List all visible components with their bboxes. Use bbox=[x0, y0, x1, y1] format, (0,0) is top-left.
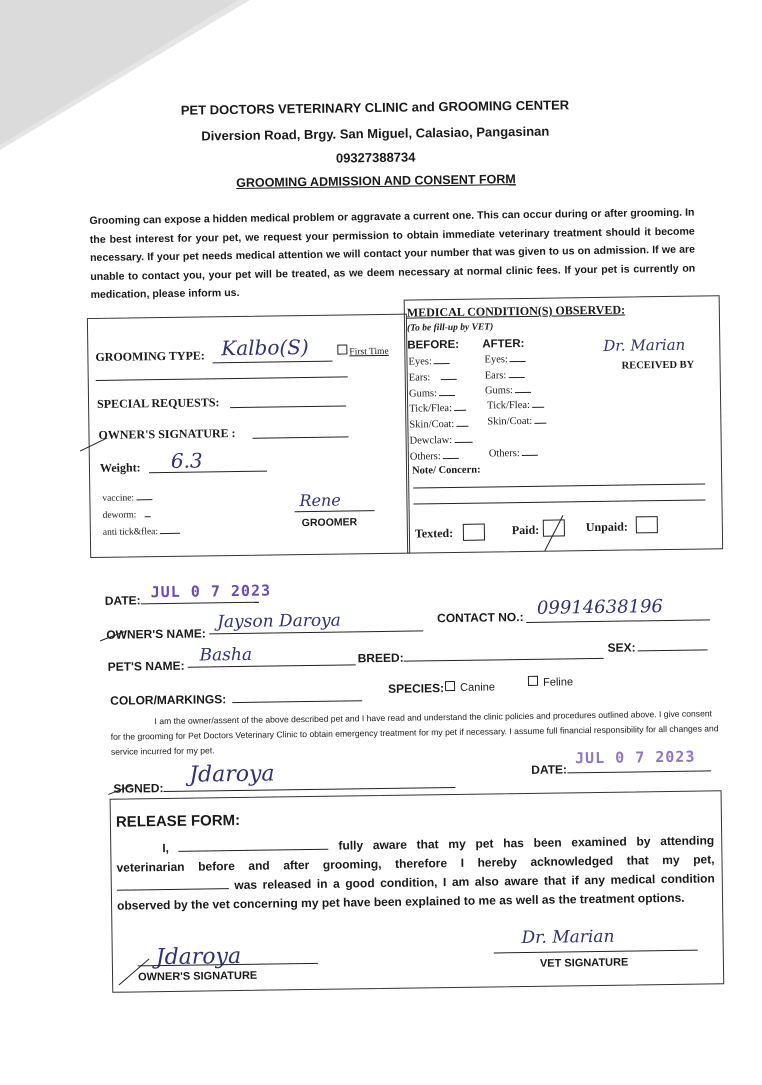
before-tickflea: Tick/Flea: bbox=[409, 403, 466, 415]
date2-stamp: JUL 0 7 2023 bbox=[574, 747, 696, 768]
groomer-signature: Rene bbox=[299, 490, 341, 511]
clinic-phone: 09327388734 bbox=[335, 149, 416, 166]
antitick-field: anti tick&flea: bbox=[103, 527, 180, 538]
deworm-field: deworm: bbox=[103, 510, 151, 521]
intro-paragraph: Grooming can expose a hidden medical problem or aggravate a current one. This can occur during or after grooming. In the best interest for your pet, we request your permission to obtain immediate veterinary treatment should it become necessary. If your pet needs medical attention we will contact your number that was given to us on admission. If we are unable to contact you, your pet will be treated, as we deem necessary at normal clinic fees. If your pet is currently on medication, please inform us. bbox=[89, 206, 696, 302]
received-by-signature: Dr. Marian bbox=[603, 335, 686, 355]
owner-name-label: OWNER'S NAME: bbox=[106, 626, 206, 642]
unpaid-label: Unpaid: bbox=[585, 519, 628, 535]
contact-label: CONTACT NO.: bbox=[436, 610, 524, 626]
medical-condition-subtitle: (To be fill-up by VET) bbox=[406, 322, 494, 334]
owner-name-value: Jayson Daroya bbox=[216, 610, 341, 633]
after-eyes: Eyes: bbox=[484, 354, 525, 366]
before-eyes: Eyes: bbox=[408, 356, 449, 368]
feline-option[interactable]: Feline bbox=[528, 675, 573, 689]
feline-checkbox[interactable] bbox=[528, 676, 538, 686]
pet-name-value: Basha bbox=[199, 644, 253, 666]
canine-option[interactable]: Canine bbox=[445, 680, 495, 694]
before-skincoat: Skin/Coat: bbox=[409, 419, 468, 431]
breed-label: BREED: bbox=[357, 650, 404, 666]
canine-checkbox[interactable] bbox=[445, 681, 455, 691]
unpaid-checkbox[interactable] bbox=[636, 516, 658, 533]
before-ears: Ears: bbox=[409, 372, 457, 384]
clinic-name: PET DOCTORS VETERINARY CLINIC and GROOMING CENTER bbox=[180, 97, 570, 118]
clinic-address: Diversion Road, Brgy. San Miguel, Calasiao, Pangasinan bbox=[201, 123, 550, 144]
contact-value: 09914638196 bbox=[536, 596, 664, 619]
vet-signature-label: VET SIGNATURE bbox=[539, 956, 629, 970]
date2-label: DATE: bbox=[531, 762, 568, 777]
release-form-title: RELEASE FORM: bbox=[115, 811, 241, 831]
grooming-type-value: Kalbo(S) bbox=[221, 334, 309, 361]
date2-line bbox=[567, 770, 711, 773]
after-others: Others: bbox=[489, 448, 538, 460]
contact-line bbox=[526, 619, 710, 623]
date-label: DATE: bbox=[104, 593, 141, 608]
color-label: COLOR/MARKINGS: bbox=[110, 692, 227, 708]
folded-corner-shadow bbox=[0, 0, 250, 150]
release-paragraph: I, fully aware that my pet has been examined by attending veterinarian before and after grooming, therefore I hereby acknowledged that my pet, was released in a good condition, I am also aware that if any medical condition observed by the vet concerning my pet have been explained to me as well as the treatment options. bbox=[116, 833, 715, 913]
after-ears: Ears: bbox=[485, 370, 525, 382]
owner-signature-label: OWNER'S SIGNATURE : bbox=[98, 426, 236, 442]
grooming-type-label: GROOMING TYPE: bbox=[95, 348, 205, 364]
sex-line bbox=[638, 649, 708, 651]
after-skincoat: Skin/Coat: bbox=[487, 416, 546, 428]
before-gums: Gums: bbox=[409, 388, 455, 400]
note-label: Note/ Concern: bbox=[411, 464, 481, 477]
weight-label: Weight: bbox=[99, 460, 141, 475]
first-time-option: First Time bbox=[337, 344, 389, 358]
release-owner-signature-label: OWNER'S SIGNATURE bbox=[137, 969, 258, 984]
medical-condition-title: MEDICAL CONDITION(S) OBSERVED: bbox=[406, 302, 626, 320]
before-others: Others: bbox=[410, 451, 459, 463]
form-title: GROOMING ADMISSION AND CONSENT FORM bbox=[236, 172, 516, 190]
signed-signature: Jdaroya bbox=[189, 761, 275, 788]
special-requests-label: SPECIAL REQUESTS: bbox=[96, 395, 220, 411]
after-label: AFTER: bbox=[482, 337, 525, 351]
after-gums: Gums: bbox=[485, 385, 531, 397]
texted-label: Texted: bbox=[414, 525, 454, 541]
before-label: BEFORE: bbox=[407, 338, 460, 352]
vet-signature: Dr. Marian bbox=[521, 926, 615, 949]
color-line bbox=[232, 700, 362, 703]
pet-name-label: PET'S NAME: bbox=[107, 658, 185, 674]
before-dewclaw: Dewclaw: bbox=[410, 435, 473, 447]
release-owner-signature: Jdaroya bbox=[155, 943, 242, 971]
weight-value: 6.3 bbox=[170, 448, 203, 473]
date-stamp: JUL 0 7 2023 bbox=[150, 581, 272, 602]
groomer-label: GROOMER bbox=[301, 516, 358, 530]
signed-line bbox=[163, 787, 455, 792]
received-by-label: RECEIVED BY bbox=[621, 359, 695, 372]
texted-checkbox[interactable] bbox=[463, 524, 485, 541]
date-line bbox=[141, 602, 259, 605]
species-label: SPECIES: bbox=[387, 681, 445, 696]
paid-label: Paid: bbox=[511, 522, 540, 538]
after-tickflea: Tick/Flea: bbox=[487, 400, 544, 412]
consent-paragraph: I am the owner/assent of the above described pet and I have read and understand the clinic policies and procedures outlined above. I give consent for the grooming for Pet Doctors Veterinary Clinic to obtain emergency treatment for my pet if necessary. I assume full financial responsibility for all changes and service incurred for my pet. bbox=[110, 708, 719, 757]
breed-line bbox=[404, 658, 604, 662]
sex-label: SEX: bbox=[607, 640, 636, 655]
vaccine-field: vaccine: bbox=[102, 493, 152, 504]
signed-label: SIGNED: bbox=[113, 781, 164, 796]
first-time-checkbox[interactable] bbox=[337, 344, 347, 354]
